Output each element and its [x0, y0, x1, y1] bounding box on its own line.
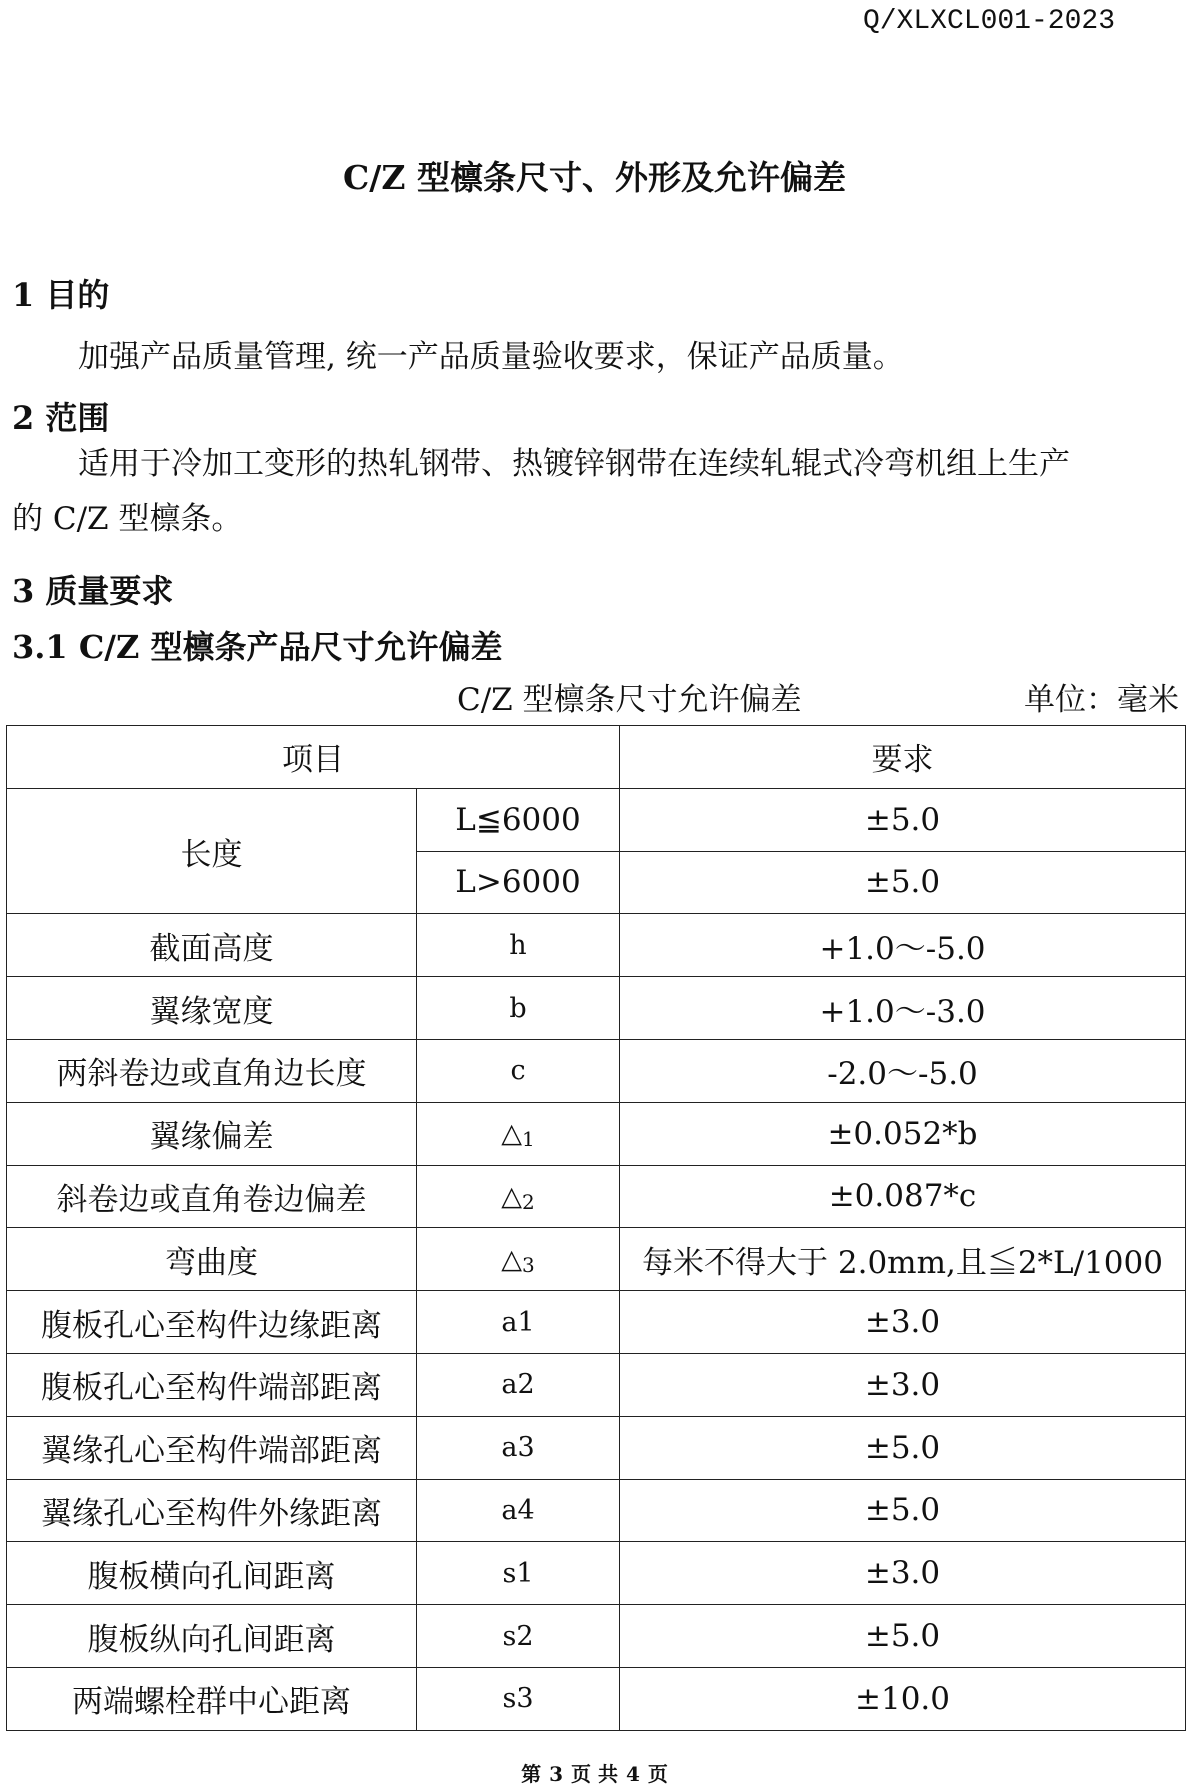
- section-purpose-heading: 1 目的: [12, 276, 110, 314]
- document-code: Q/XLXCL001-2023: [862, 6, 1115, 37]
- table-row: [7, 1416, 1186, 1479]
- row-item: 斜卷边或直角卷边偏差: [7, 1165, 417, 1228]
- row-symbol-subscript: 2: [522, 1189, 535, 1214]
- length-requirement: ±5.0: [620, 851, 1186, 914]
- row-item: 翼缘宽度: [7, 977, 417, 1040]
- row-requirement: ±3.0: [620, 1353, 1186, 1416]
- table-caption: C/Z 型檩条尺寸允许偏差: [457, 682, 802, 718]
- length-condition: L≦6000: [417, 788, 620, 851]
- table-row: [7, 1353, 1186, 1416]
- row-item: 两端螺栓群中心距离: [7, 1667, 417, 1730]
- row-symbol-text: h: [509, 929, 527, 961]
- section-quality-heading: 3 质量要求: [12, 572, 174, 610]
- length-requirement: ±5.0: [620, 788, 1186, 851]
- tolerance-table: [6, 725, 1186, 1731]
- document-title: C/Z 型檩条尺寸、外形及允许偏差: [343, 158, 846, 197]
- row-requirement: +1.0～-3.0: [620, 977, 1186, 1040]
- row-symbol: [417, 914, 620, 977]
- row-symbol: [417, 1165, 620, 1228]
- row-symbol: [417, 1667, 620, 1730]
- section-purpose-text: [12, 330, 1173, 385]
- length-label: 长度: [7, 788, 417, 914]
- row-symbol: [417, 1102, 620, 1165]
- scope-text-line1: 适用于冷加工变形的热轧钢带、热镀锌钢带在连续轧辊式冷弯机组上生产: [78, 446, 1070, 482]
- table-header-row: [7, 726, 1186, 789]
- row-item: 翼缘孔心至构件端部距离: [7, 1416, 417, 1479]
- footer-prefix: 第: [521, 1762, 542, 1786]
- table-unit: 单位：毫米: [1024, 682, 1179, 718]
- row-symbol: [417, 1039, 620, 1102]
- table-row: [7, 1667, 1186, 1730]
- row-symbol-subscript: 1: [522, 1127, 535, 1152]
- footer-suffix: 页: [647, 1762, 668, 1786]
- section-quality-subheading: 3.1 C/Z 型檩条产品尺寸允许偏差: [12, 628, 503, 666]
- length-condition: L>6000: [417, 851, 620, 914]
- table-row: [7, 1291, 1186, 1354]
- table-row: [7, 1039, 1186, 1102]
- row-item: 翼缘偏差: [7, 1102, 417, 1165]
- table-row: [7, 1479, 1186, 1542]
- row-symbol-text: a2: [501, 1369, 535, 1401]
- row-requirement: ±0.087*c: [620, 1165, 1186, 1228]
- row-symbol-text: b: [509, 992, 527, 1024]
- row-requirement: ±5.0: [620, 1479, 1186, 1542]
- purpose-text: 加强产品质量管理, 统一产品质量验收要求，保证产品质量。: [78, 339, 904, 375]
- row-symbol-text: a1: [501, 1306, 535, 1338]
- table-row: [7, 977, 1186, 1040]
- row-symbol: [417, 977, 620, 1040]
- table-row: [7, 1102, 1186, 1165]
- row-requirement: ±3.0: [620, 1542, 1186, 1605]
- row-item: 弯曲度: [7, 1228, 417, 1291]
- scope-text-line2: 的 C/Z 型檩条。: [12, 501, 243, 537]
- row-symbol-text: s3: [502, 1683, 534, 1715]
- row-requirement: -2.0～-5.0: [620, 1039, 1186, 1102]
- table-row: [7, 1165, 1186, 1228]
- row-symbol: [417, 1542, 620, 1605]
- row-item: 截面高度: [7, 914, 417, 977]
- table-row: [7, 914, 1186, 977]
- table-row: [7, 1228, 1186, 1291]
- table-row: [7, 1605, 1186, 1668]
- row-symbol: [417, 1605, 620, 1668]
- row-symbol-text: △: [501, 1243, 523, 1275]
- row-item: 翼缘孔心至构件外缘距离: [7, 1479, 417, 1542]
- row-symbol-text: △: [501, 1118, 523, 1150]
- header-requirement: 要求: [620, 726, 1186, 789]
- section-scope-text: [12, 437, 1173, 547]
- header-item: 项目: [7, 726, 620, 789]
- row-symbol-subscript: 3: [522, 1252, 535, 1277]
- row-symbol: [417, 1416, 620, 1479]
- row-requirement: 每米不得大于 2.0mm,且≦2*L/1000: [620, 1228, 1186, 1291]
- row-symbol: [417, 1228, 620, 1291]
- row-symbol-text: s1: [502, 1557, 534, 1589]
- row-requirement: ±0.052*b: [620, 1102, 1186, 1165]
- footer-page: 3: [549, 1762, 564, 1786]
- row-requirement: ±5.0: [620, 1416, 1186, 1479]
- footer-mid: 页 共: [571, 1762, 618, 1786]
- section-scope-heading: 2 范围: [12, 399, 110, 437]
- row-item: 两斜卷边或直角边长度: [7, 1039, 417, 1102]
- row-requirement: +1.0～-5.0: [620, 914, 1186, 977]
- row-symbol: [417, 1353, 620, 1416]
- row-symbol-text: a3: [501, 1432, 535, 1464]
- row-symbol-text: s2: [502, 1620, 534, 1652]
- row-symbol: [417, 1479, 620, 1542]
- row-symbol-text: a4: [501, 1494, 535, 1526]
- row-symbol: [417, 1291, 620, 1354]
- row-symbol-text: △: [501, 1180, 523, 1212]
- table-row: [7, 788, 1186, 851]
- row-item: 腹板纵向孔间距离: [7, 1605, 417, 1668]
- row-item: 腹板孔心至构件边缘距离: [7, 1291, 417, 1354]
- row-item: 腹板孔心至构件端部距离: [7, 1353, 417, 1416]
- row-symbol-text: c: [510, 1055, 526, 1087]
- row-requirement: ±10.0: [620, 1667, 1186, 1730]
- table-row: [7, 1542, 1186, 1605]
- footer-total: 4: [625, 1762, 640, 1786]
- row-item: 腹板横向孔间距离: [7, 1542, 417, 1605]
- page-footer: [0, 1758, 1189, 1787]
- row-requirement: ±5.0: [620, 1605, 1186, 1668]
- row-requirement: ±3.0: [620, 1291, 1186, 1354]
